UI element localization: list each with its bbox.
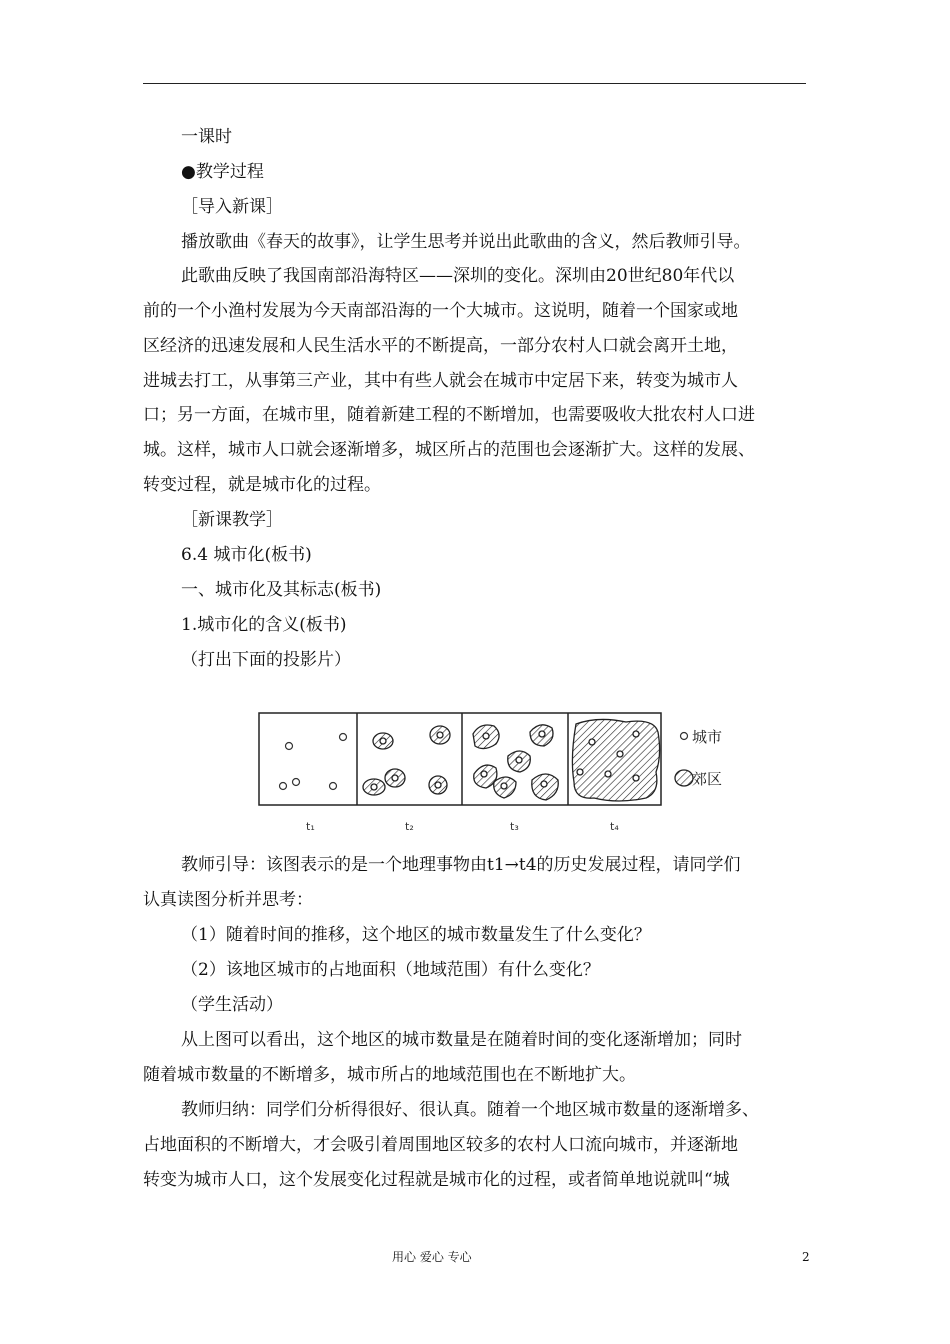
- section-heading: 6.4 城市化(板书): [181, 545, 312, 565]
- panel-t3: [473, 725, 558, 800]
- text-line: 区经济的迅速发展和人民生活水平的不断提高，一部分农村人口就会离开土地，: [143, 336, 738, 356]
- stage-labels: [306, 820, 619, 833]
- section-heading: ［新课教学］: [181, 510, 283, 530]
- text-line: 占地面积的不断增大，才会吸引着周围地区较多的农村人口流向城市，并逐渐地: [143, 1135, 738, 1155]
- city-marker: [340, 734, 347, 741]
- suburb-legend-label: 郊区: [692, 770, 723, 788]
- city-marker: [633, 731, 639, 737]
- stage-label: t₂: [405, 820, 414, 833]
- city-marker: [577, 769, 583, 775]
- text-line: （打出下面的投影片）: [181, 650, 351, 670]
- city-legend-icon: [681, 733, 688, 740]
- city-marker: [392, 775, 398, 781]
- stage-label: t₄: [610, 820, 619, 833]
- panel-t1: [280, 734, 347, 790]
- city-marker: [435, 782, 441, 788]
- city-marker: [483, 733, 489, 739]
- text-line: 一课时: [181, 127, 232, 147]
- text-line: 教师归纳：同学们分析得很好、很认真。随着一个地区城市数量的逐渐增多、: [181, 1100, 759, 1120]
- page-number: 2: [802, 1250, 810, 1264]
- text-line: 转变为城市人口，这个发展变化过程就是城市化的过程，或者简单地说就叫“城: [143, 1170, 730, 1190]
- question-item: （1）随着时间的推移，这个地区的城市数量发生了什么变化？: [181, 925, 651, 945]
- city-marker: [330, 783, 337, 790]
- text-line: ［导入新课］: [181, 197, 283, 217]
- header-rule: [143, 83, 806, 84]
- text-line: 进城去打工，从事第三产业，其中有些人就会在城市中定居下来，转变为城市人: [143, 371, 738, 391]
- city-marker: [605, 771, 611, 777]
- city-marker: [371, 784, 377, 790]
- section-heading: 一、城市化及其标志(板书): [181, 580, 382, 600]
- text-line: 认真读图分析并思考：: [143, 890, 313, 910]
- text-line: 口；另一方面，在城市里，随着新建工程的不断增加，也需要吸收大批农村人口进: [143, 405, 755, 425]
- stage-label: t₁: [306, 820, 315, 833]
- footer-motto: 用心 爱心 专心: [392, 1250, 472, 1264]
- figure-legend: [675, 728, 722, 788]
- city-marker: [516, 757, 522, 763]
- city-marker: [481, 771, 487, 777]
- city-marker: [617, 751, 623, 757]
- text-line: 此歌曲反映了我国南部沿海特区——深圳的变化。深圳由20世纪80年代以: [181, 266, 735, 286]
- text-line: 城。这样，城市人口就会逐渐增多，城区所占的范围也会逐渐扩大。这样的发展、: [143, 440, 755, 460]
- urbanization-figure: [258, 712, 723, 842]
- city-marker: [589, 739, 595, 745]
- city-marker: [541, 781, 547, 787]
- city-marker: [539, 731, 545, 737]
- stage-label: t₃: [510, 820, 519, 833]
- text-line: ●教学过程: [181, 162, 264, 182]
- text-line: 前的一个小渔村发展为今天南部沿海的一个大城市。这说明，随着一个国家或地: [143, 301, 738, 321]
- urban-area: [572, 719, 659, 801]
- city-legend-label: 城市: [692, 728, 723, 746]
- text-line: 教师引导：该图表示的是一个地理事物由t1→t4的历史发展过程，请同学们: [181, 855, 741, 875]
- text-line: 播放歌曲《春天的故事》，让学生思考并说出此歌曲的含义，然后教师引导。: [181, 232, 751, 252]
- city-marker: [501, 783, 507, 789]
- text-line: 转变过程，就是城市化的过程。: [143, 475, 381, 495]
- question-item: （2）该地区城市的占地面积（地域范围）有什么变化？: [181, 960, 600, 980]
- city-marker: [280, 783, 287, 790]
- city-marker: [437, 732, 443, 738]
- panel-t2: [363, 726, 450, 795]
- city-marker: [380, 738, 386, 744]
- text-line: 从上图可以看出，这个地区的城市数量是在随着时间的变化逐渐增加；同时: [181, 1030, 742, 1050]
- city-marker: [286, 743, 293, 750]
- suburb-legend-icon: [675, 770, 693, 786]
- section-heading: 1.城市化的含义(板书): [181, 615, 347, 635]
- text-line: 随着城市数量的不断增多，城市所占的地域范围也在不断地扩大。: [143, 1065, 636, 1085]
- city-marker: [633, 775, 639, 781]
- city-marker: [293, 779, 300, 786]
- text-line: （学生活动）: [181, 995, 283, 1015]
- panel-t4: [572, 719, 659, 801]
